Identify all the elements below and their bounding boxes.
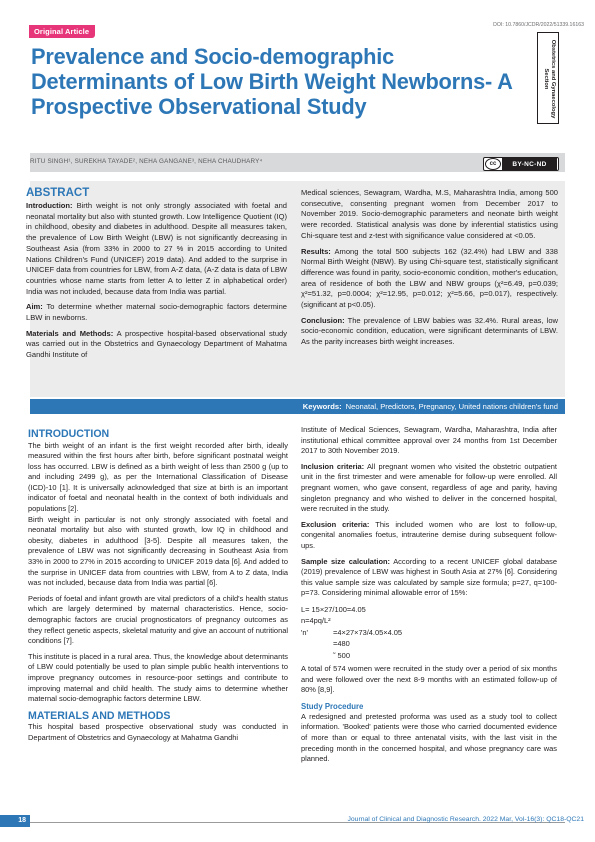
introduction-paragraph-1: The birth weight of an infant is the first weight recorded after birth, ideally measured within the first hours after birth, before significant postnatal weight loss has occurred. LBW is defined as a birth weight of less than 2500 g (up to and including 2499 g), as per the International Classification of Disease (ICD)-10 [1]. It is universally acknowledged that size at birth is an important indicator of foetal and neonatal health in the context of both individuals and populations [2]. [28,440,288,514]
section-label: Obstetrics and Gynaecology Section [543,39,556,119]
abstract-conclusion: Conclusion: The prevalence of LBW babies was 32.4%. Rural areas, low socio-economic condition, education, were significant determinants of LBW. As the parity increases birth weight increases. [301,315,558,347]
sample-size-formula [301,604,557,661]
keywords-bar [30,399,565,414]
methods-paragraph-continued: Institute of Medical Sciences, Sewagram, Wardha, Maharashtra, India after institutional ethical committee approval over 24 months from 1st December 2017 to 30th November 2019. [301,425,557,456]
introduction-heading: INTRODUCTION [28,428,110,440]
creative-commons-icon: cc [485,158,501,170]
formula-line: n=4pq/L² [301,616,331,626]
body-right-column [301,425,557,765]
exclusion-criteria: Exclusion criteria: This included women who are lost to follow-up, congenital anomalies foetus, intrauterine demise during subsequent follow-ups. [301,519,557,550]
abstract-results: Results: Among the total 500 subjects 162 (32.4%) had LBW and 338 Normal Birth Weight (NBW). By using Chi-square test, statistically significant difference was found in parity, socio-economic condition, mother's education, area of residence of both the LBW and NBW groups (χ²=6.49, p=0.039; χ²=51.32, p=0.0004; χ²=12.95, p=0.012; χ²=5.66, p=0.017), respectively. (significant at p<0.05). [301,246,558,310]
article-type-badge: Original Article [29,25,95,38]
introduction-paragraph-4: This institute is placed in a rural area. Thus, the knowledge about determinants of LBW could potentially be used to plan simple public health interventions to improve pregnancy outcomes in resource-poor settings and contribute to improving maternal and child health. The study aims to determine whether maternal socio-demographic factors determine LBW. [28,651,288,704]
study-procedure-paragraph: A redesigned and pretested proforma was used as a study tool to collect information. 'Booked' patients were those who carried documented evidence of more than or equal to three antenatal visits, with the last visit in the preceding month in the concerned hospital, and whose pregnancy care was planned. [301,711,557,764]
methods-heading: MATERIALS AND METHODS [28,709,171,722]
article-title: Prevalence and Socio-demographic Determinants of Low Birth Weight Newborns- A Prospective Observational Study [31,44,512,119]
abstract-right-column [301,188,558,353]
section-label-box [537,32,559,124]
authors-list: RITU SINGH¹, SUREKHA TAYADE², NEHA GANGANE³, NEHA CHAUDHARY⁴ [30,158,263,165]
abstract-methods-continued: Medical sciences, Sewagram, Wardha, M.S, Maharashtra India, among 500 consecutive, consenting pregnant women from December 2017 to November 2019. Socio-demographic parameters and neonate birth weight were recorded. Statistical analysis was done by inferential statistics using Chi-square test and z-test with significance value considered at <0.05. [301,188,558,240]
keywords-label: Keywords: [302,402,342,411]
doi-text: DOI: 10.7860/JCDR/2022/51339.16163 [493,22,584,28]
inclusion-criteria: Inclusion criteria: All pregnant women who visited the obstetric outpatient unit in the first trimester and were amenable for follow-up were enrolled. All pregnant women, who gave consent, regardless of age and parity, having singleton pregnancy and who wished to deliver in the concerned hospital, were recruited in the study. [301,461,557,514]
license-label: BY-NC-ND [502,158,557,170]
recruitment-paragraph: A total of 574 women were recruited in the study over a period of six months and were followed over the next 8-9 months with an estimated follow-up of 80% [8,9]. [301,663,557,695]
license-badge[interactable] [483,157,559,171]
introduction-paragraph-2: Birth weight in particular is not only strongly associated with foetal and neonatal mortality but also with stunted growth, low IQ in childhood and obesity, diabetes in adulthood [3-5]. Despite all measures taken, the prevalence of LBW was not significantly decreasing in Southeast Asia from 33% in 2000 to 27% in 2015 according to UNICEF 2019 data [6]. And added to the surprise in UNICEF data from countries with LBW, from A to Z data, India was not included, because data from India was partial [6]. [28,514,288,588]
introduction-paragraph-3: Periods of foetal and infant growth are vital predictors of a child's health status which are largely determined by maternal characteristics. Hence, socio-demographic factors are crucial prognosticators of pregnancy outcomes as they reflect genetic aspects, skeletal maturity and give an account of nutritional conditions [7]. [28,593,288,646]
journal-citation: Journal of Clinical and Diagnostic Research. 2022 Mar, Vol-16(3): QC18-QC21 [347,816,584,823]
abstract-left-column [26,186,287,366]
abstract-aim: Aim: To determine whether maternal socio-demographic factors determine LBW in newborns. [26,302,287,323]
abstract-introduction: Introduction: Birth weight is not only strongly associated with foetal and neonatal mortality but also with stunted growth. Low Intelligence Quotient (IQ) in childhood, obesity and diabetes in adulthood. Despite all measures taken, the prevalence of Low Birth Weight (LBW) is not significantly decreasing in Southeast Asia (from 33% in 2000 to 27 % in 2015 according to United Nations Children's Fund (UNICEF) 2019 data). And added to the surprise in UNICEF data from countries for LBW, from A-Z data, (A-Z data is data of LBW countries whose name starts from letter A to letter Z in alphabetical order) India was not included, because data from India was partial. [26,201,287,296]
page-number: 18 [0,815,30,827]
formula-line: 'n' =4×27×73/4.05×4.05 [301,627,403,637]
abstract-heading: ABSTRACT [26,187,90,199]
study-procedure-heading: Study Procedure [301,701,364,711]
sample-size-calculation: Sample size calculation: According to a recent UNICEF global database (2019) prevalence of LBW was highest in South Asia at 27% [6]. Considering this value sample size was calculated by sample size formula; p=27, q=100-p=73. Considering minimal allowable error of 15%: [301,556,557,598]
methods-paragraph-1: This hospital based prospective observational study was conducted in Department of Obstetrics and Gynaecology at Mahatma Gandhi [28,722,288,742]
body-left-column [28,425,288,743]
formula-line: ˜ 500 [333,650,350,660]
formula-line: =480 [333,639,350,649]
abstract-methods: Materials and Methods: A prospective hospital-based observational study was carried out in the Obstetrics and Gynaecology Department of Mahatma Gandhi Institute of [26,328,287,360]
formula-line: L= 15×27/100=4.05 [301,604,366,614]
keywords-text: Neonatal, Predictors, Pregnancy, United nations children's fund [345,402,558,411]
